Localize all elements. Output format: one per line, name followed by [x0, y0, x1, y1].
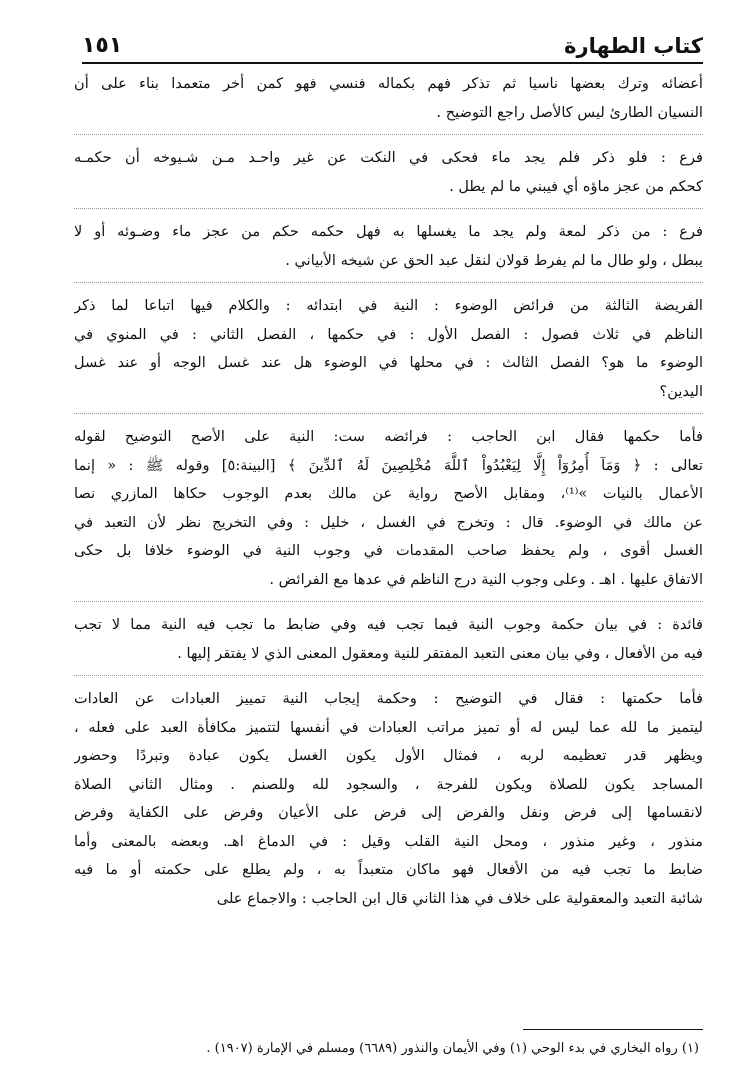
text-line: الغسل أقوى ، ولم يحفظ صاحب المقدمات في وجوب النية في الوضوء خلافا بل حكى: [74, 542, 703, 559]
text-line: المساجد يكون للصلاة ويكون للفرجة ، والسجود لله وللصنم . ومثال الثاني الصلاة: [74, 775, 703, 793]
text-line: عن مالك في الوضوء. قال : وتخرج في الغسل ، خليل : وفي التخريج نظر لأن التعبد في: [74, 513, 703, 531]
page-number: ١٥١: [82, 33, 123, 58]
text-line: شائبة التعبد والمعقولية على خلاف في هذا الثاني قال ابن الحاجب : والاجماع على: [216, 889, 703, 907]
text-line: فيه من الأفعال ، وفي بيان معنى التعبد المفتقر للنية ومعقول المعنى الذي لا يفتقر إليها .: [177, 644, 703, 662]
text-line: الفريضة الثالثة من فرائض الوضوء : النية في ابتدائه : والكلام فيها اتباعا لما ذكر: [74, 297, 703, 314]
paragraph: [74, 685, 703, 920]
text-line: اليدين؟: [659, 382, 703, 400]
text-line: النسيان الطارئ ليس كالأصل راجع التوضيح .: [436, 103, 703, 121]
text-line: تعالى : ﴿ وَمَآ أُمِرُوٓاْ إِلَّا لِيَعْبُدُواْ ٱللَّهَ مُخْلِصِينَ لَهُ ٱلدِّينَ ﴾ [البينة:٥] وقوله ﷺ : « إنما: [74, 456, 703, 474]
text-line: يبطل ، ولو طال ما لم يفرط قولان لنقل عبد الحق عن شيخه الأبياني .: [285, 251, 703, 269]
text-line: الأعمال بالنيات »⁽¹⁾، ومقابل الأصح رواية عن مالك بعدم الوجوب حكاها المازري نصا: [74, 485, 703, 502]
page-header: [82, 14, 703, 64]
text-line: الوضوء ما هو؟ الفصل الثالث : في محلها في الوضوء هل عند غسل الوجه أو عند غسل: [74, 354, 703, 371]
footnote-divider: [523, 1029, 703, 1030]
text-line: الاتفاق عليها . اهـ . وعلى وجوب النية درج الناظم في عدها مع الفرائض .: [269, 570, 703, 588]
text-line: ليتميز ما لله عما ليس له أو تميز مراتب العبادات في أنفسها لتتميز مكافأة العبد على فعله ،: [74, 718, 703, 736]
paragraph: [74, 70, 703, 135]
text-line: فرع : من ذكر لمعة ولم يجد ما يغسلها به فهل حكمه حكم من عجز ماء وضـوئه أو لا: [74, 223, 703, 240]
text-line: ويظهر قدر تعظيمه لربه ، فمثال الأول يكون الغسل يكون عبادة وتبردًا وحضور: [74, 747, 703, 764]
text-line: ضابط ما تجب فيه من الأفعال فهو ماكان متعبداً به ، ولم يطلع على حكمته أو ما فيه: [74, 861, 703, 878]
text-line: فأما حكمها فقال ابن الحاجب : فرائضه ست: النية على الأصح التوضيح لقوله: [74, 428, 703, 445]
text-line: الناظم في ثلاث فصول : الفصل الأول : في حكمها ، الفصل الثاني : في المنوي في: [74, 325, 703, 343]
paragraph: [74, 423, 703, 602]
page-body: [74, 70, 703, 929]
text-line: لانقسامها إلى فرض ونفل والفرض إلى فرض على الأعيان وفرض على الكفاية وفرض: [74, 804, 703, 821]
paragraph: [74, 611, 703, 676]
footnote: (١) رواه البخاري في بدء الوحي (١) وفي الأيمان والنذور (٦٦٨٩) ومسلم في الإمارة (١٩٠٧) .: [206, 1041, 699, 1056]
text-line: فأما حكمتها : فقال في التوضيح : وحكمة إيجاب النية تمييز العبادات عن العادات: [74, 690, 703, 707]
text-line: كحكم من عجز ماؤه أي فيبني ما لم يطل .: [449, 177, 703, 195]
text-line: أعضائه وترك بعضها ناسيا ثم تذكر فهم بكماله فنسي فهو كمن أخر متعمدا بناء على أن: [74, 75, 703, 92]
paragraph: [74, 144, 703, 209]
running-title: كتاب الطهارة: [564, 34, 703, 58]
text-line: فرع : فلو ذكر فلم يجد ماء فحكى في النكت عن غير واحـد مـن شـيوخه أن حكمـه: [74, 149, 703, 166]
paragraph: [74, 292, 703, 414]
text-line: منذور ، وغير منذور ، ومحل النية القلب وقيل : في الدماغ اهـ. وبعضه بالمعنى وأما: [74, 832, 703, 850]
paragraph: [74, 218, 703, 283]
text-line: فائدة : في بيان حكمة وجوب النية فيما تجب فيه وفي ضابط ما تجب فيه النية مما لا تجب: [74, 616, 703, 633]
